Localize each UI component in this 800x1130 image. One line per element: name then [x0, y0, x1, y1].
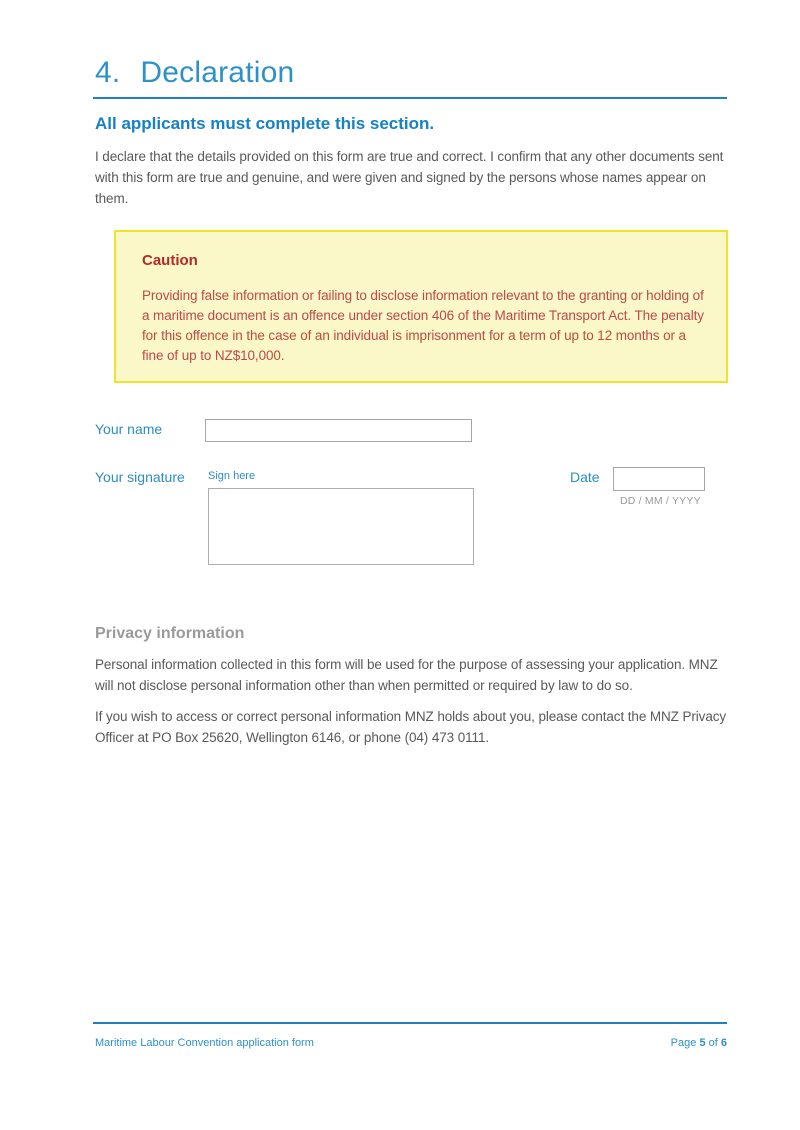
privacy-paragraph-1: Personal information collected in this form will be used for the purpose of assessing your application. MNZ will not disclose personal information other than when permitted or required by law to do so. [95, 657, 718, 693]
section-subtitle: All applicants must complete this section. [95, 114, 435, 133]
signature-field-label: Your signature [95, 469, 185, 485]
section-title-text: Declaration [140, 56, 295, 89]
caution-heading: Caution [142, 252, 198, 269]
footer-document-title: Maritime Labour Convention application form [95, 1037, 314, 1049]
name-input[interactable] [205, 419, 472, 442]
date-format-hint: DD / MM / YYYY [620, 495, 701, 507]
caution-text: Providing false information or failing to disclose information relevant to the granting or holding of a maritime document is an offence under section 406 of the Maritime Transport Act. The penalty for this offence in the case of an individual is imprisonment for a term of up to 12 months or a fine of up to NZ$10,000. [142, 288, 704, 363]
footer-page-current: 5 [699, 1037, 706, 1049]
footer-divider-rule [93, 1022, 727, 1024]
date-field-label: Date [570, 469, 600, 485]
signature-box[interactable] [208, 488, 474, 565]
footer-page-total: 6 [720, 1037, 727, 1049]
name-field-label: Your name [95, 421, 163, 437]
title-divider-rule [93, 97, 727, 99]
caution-box [114, 230, 728, 383]
privacy-heading: Privacy information [95, 625, 245, 642]
section-title [95, 56, 294, 90]
declaration-paragraph: I declare that the details provided on this form are true and correct. I confirm that any other documents sent with this form are true and genuine, and were given and signed by the persons whose names appear on them. [95, 149, 724, 206]
footer-page-label: Page [670, 1037, 697, 1049]
sign-here-label: Sign here [208, 470, 256, 482]
footer-of-label: of [708, 1037, 718, 1049]
section-number: 4. [95, 56, 121, 89]
date-input[interactable] [613, 467, 705, 491]
footer-page-indicator [671, 1037, 727, 1049]
privacy-paragraph-2: If you wish to access or correct personal information MNZ holds about you, please contact the MNZ Privacy Officer at PO Box 25620, Wellington 6146, or phone (04) 473 0111. [95, 709, 727, 745]
